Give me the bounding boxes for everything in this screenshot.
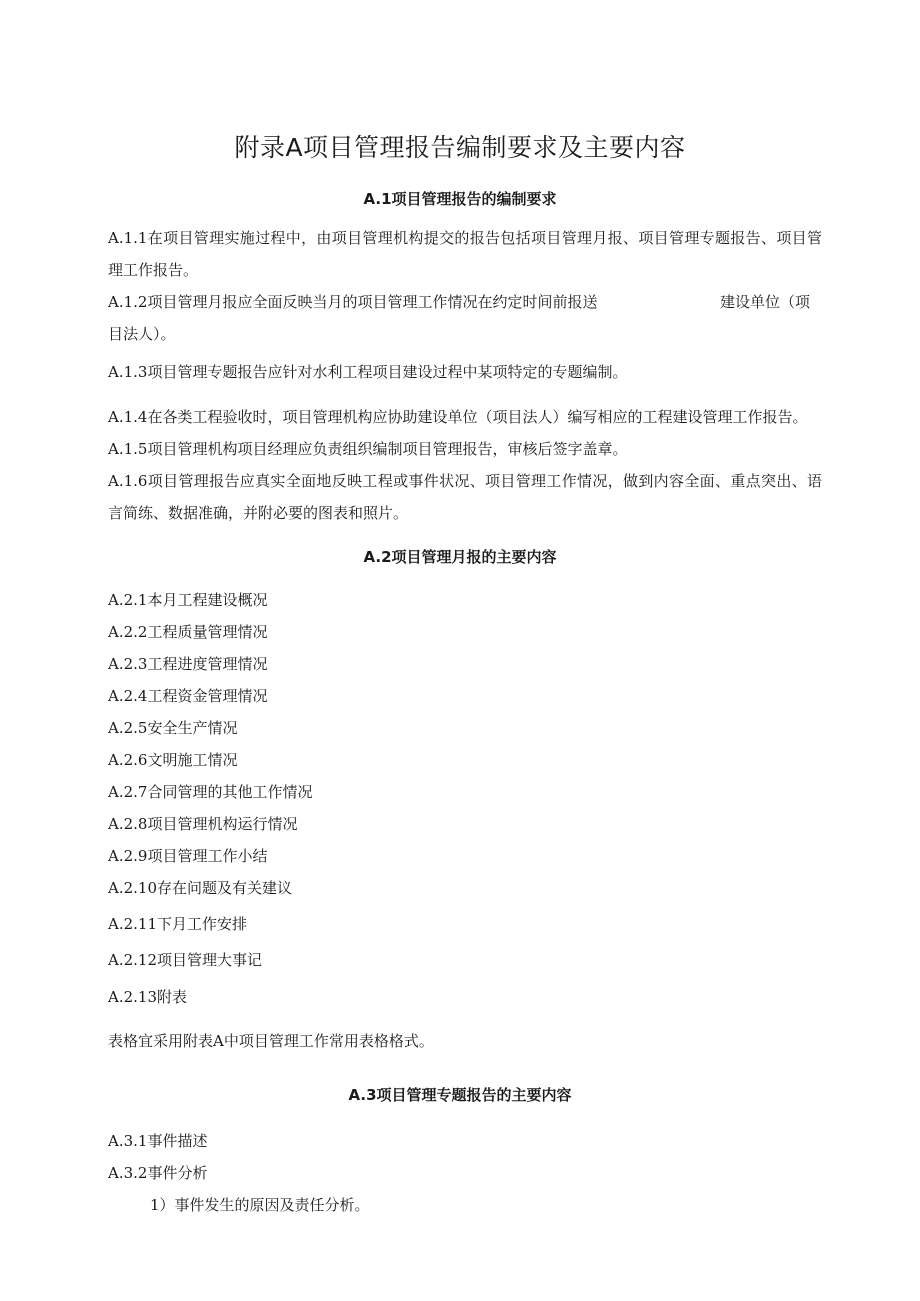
list-item: A.2.7合同管理的其他工作情况 <box>108 783 313 801</box>
list-item: A.2.1本月工程建设概况 <box>108 591 268 609</box>
paragraph-a12-line2: 目法人）。 <box>108 325 176 343</box>
section-heading-a1: A.1项目管理报告的编制要求 <box>363 190 557 208</box>
paragraph-a16-line2: 言简练、数据准确，并附必要的图表和照片。 <box>108 504 409 522</box>
paragraph-a12-line1: A.1.2项目管理月报应全面反映当月的项目管理工作情况在约定时间前报送 <box>108 293 598 311</box>
paragraph-a11-line1: A.1.1在项目管理实施过程中，由项目管理机构提交的报告包括项目管理月报、项目管理专题报告、项目管 <box>108 229 822 247</box>
sub-list-item: 1）事件发生的原因及责任分析。 <box>150 1196 370 1214</box>
paragraph-a15: A.1.5项目管理机构项目经理应负责组织编制项目管理报告，审核后签字盖章。 <box>108 440 628 458</box>
list-item: A.2.10存在问题及有关建议 <box>108 879 292 897</box>
section-heading-a2: A.2项目管理月报的主要内容 <box>363 548 557 566</box>
list-item: A.2.9项目管理工作小结 <box>108 847 268 865</box>
list-item: A.2.3工程进度管理情况 <box>108 655 268 673</box>
paragraph-a11-line2: 理工作报告。 <box>108 261 199 279</box>
document-title: 附录A项目管理报告编制要求及主要内容 <box>234 133 686 162</box>
list-item: A.2.4工程资金管理情况 <box>108 687 268 705</box>
section-a2-note: 表格宜采用附表A中项目管理工作常用表格格式。 <box>108 1032 434 1050</box>
list-item: A.2.11下月工作安排 <box>108 915 247 933</box>
paragraph-a12-line1-right: 建设单位（项 <box>720 293 811 311</box>
list-item: A.2.8项目管理机构运行情况 <box>108 815 298 833</box>
list-item: A.2.5安全生产情况 <box>108 719 238 737</box>
list-item: A.2.12项目管理大事记 <box>108 951 262 969</box>
list-item: A.3.1事件描述 <box>108 1132 208 1150</box>
section-heading-a3: A.3项目管理专题报告的主要内容 <box>348 1086 572 1104</box>
list-item: A.2.13附表 <box>108 988 187 1006</box>
paragraph-a13: A.1.3项目管理专题报告应针对水利工程项目建设过程中某项特定的专题编制。 <box>108 363 628 381</box>
list-item: A.3.2事件分析 <box>108 1164 208 1182</box>
paragraph-a14: A.1.4在各类工程验收时，项目管理机构应协助建设单位（项目法人）编写相应的工程建设管理工作报告。 <box>108 408 808 426</box>
paragraph-a16-line1: A.1.6项目管理报告应真实全面地反映工程或事件状况、项目管理工作情况，做到内容全面、重点突出、语 <box>108 472 822 490</box>
list-item: A.2.2工程质量管理情况 <box>108 623 268 641</box>
list-item: A.2.6文明施工情况 <box>108 751 238 769</box>
